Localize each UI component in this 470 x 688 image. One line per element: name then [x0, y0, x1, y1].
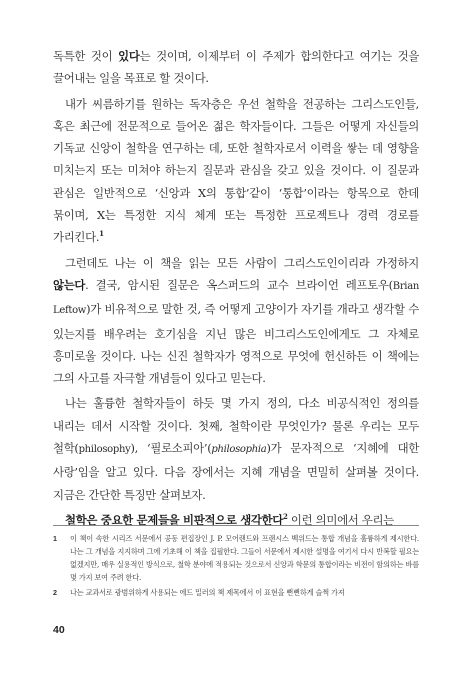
emphasis: 철학은 중요한 문제들을 비판적으로 생각한다 — [65, 512, 284, 527]
paragraph-4 — [53, 392, 419, 505]
text-run: . 결국, 암시된 질문은 옥스퍼드의 교수 브라이언 레프토우( — [85, 277, 393, 292]
text-run: 는 것이며, 이제부터 이 주제가 합의한다고 여기는 것을 끌어내는 일을 목표로 할 것이다. — [53, 49, 419, 86]
text-run: )가 문자적으로 ‘지혜에 대한 사랑’임을 알고 있다. 다음 장에서는 지혜 개념을 면밀히 살펴볼 것이다. 지금은 간단한 특징만 살펴보자. — [53, 441, 419, 502]
footnote-ref-2: 2 — [283, 512, 288, 522]
footnote-text: 나는 교과서로 광범위하게 사용되는 에드 밀러의 책 제목에서 이 표현을 뻔뻔하게 슬쩍 가져 — [70, 588, 345, 597]
paragraph-2 — [53, 93, 419, 249]
paragraph-3 — [53, 252, 419, 390]
footnotes — [53, 532, 419, 601]
footnote-ref-1: 1 — [99, 229, 104, 239]
latin-name: Brian Leftow — [53, 280, 419, 317]
footnote-text: 이 책이 속한 시리즈 서문에서 공동 편집장인 J. P. 모어랜드와 프랜시스 벡위드는 통합 개념을 훌륭하게 제시한다. 나는 그 개념을 지지하며 그에 기초해 이 책을 집필한다. 그들이 서문에서 제시한 설명을 여기서 다시 반복할 필요는 없겠지만, 매우 실용적인 방식으로, 철학 분야에 적용되는 것으로서 신앙과 학문의 통합이라는 비전이 함의하는 바를 몇 가지 보여 주려 한다. — [70, 534, 419, 582]
latin-term-italic: philosophia — [211, 444, 267, 456]
footnote-divider — [53, 525, 419, 526]
text-run: 이런 의미에서 우리는 — [287, 512, 394, 527]
main-text — [53, 45, 419, 531]
text-run: 그런데도 나는 이 책을 읽는 모든 사람이 그리스도인이리라 가정하지 — [65, 255, 419, 270]
paragraph-1 — [53, 45, 419, 90]
text-run: 나는 훌륭한 철학자들이 하듯 몇 가지 정의, 다소 비공식적인 정의를 내리는 데서 시작할 것이다. 첫째, 철학이란 무엇인가? 물론 우리는 모두 철학( — [53, 396, 419, 456]
latin-term: philosophy — [78, 444, 131, 456]
text-run: )가 비유적으로 말한 것, 즉 어떻게 고양이가 자기를 개라고 생각할 수 있는지를 배우려는 호기심을 지닌 많은 비그리스도인에게도 그 자체로 흥미로울 것이다. 나는 신진 철학자가 영적으로 무엇에 헌신하든 이 책에는 그의 사고를 자극할 개념들이 있다고 믿는다. — [53, 302, 419, 386]
page-number: 40 — [53, 624, 65, 636]
emphasis: 않는다 — [53, 277, 86, 292]
footnote-number: 2 — [53, 588, 57, 597]
footnote — [53, 586, 419, 599]
footnote-number: 1 — [53, 534, 57, 543]
text-run: 내가 씨름하기를 원하는 독자층은 우선 철학을 전공하는 그리스도인들, 혹은 최근에 전문적으로 들어온 젊은 학자들이다. 그들은 어떻게 자신들의 기독교 신앙이 철학을 연구하는 데, 또한 철학자로서 이력을 쌓는 데 영향을 미치는지 또는 미쳐야 하는지 질문과 관심을 갖고 있을 것이다. 이 질문과 관심은 일반적으로 ‘신앙과 X의 통합’같이 ‘통합’이라는 항목으로 한데 묶이며, X는 특정한 지식 체계 또는 특정한 프로젝트나 경력 경로를 가리킨다. — [53, 96, 419, 245]
text-run: ), ‘필로소피아’( — [130, 441, 212, 456]
emphasis: 있다 — [118, 49, 140, 63]
text-run: 독특한 것이 — [53, 49, 119, 63]
paragraph-5 — [53, 509, 419, 531]
footnote — [53, 532, 419, 584]
